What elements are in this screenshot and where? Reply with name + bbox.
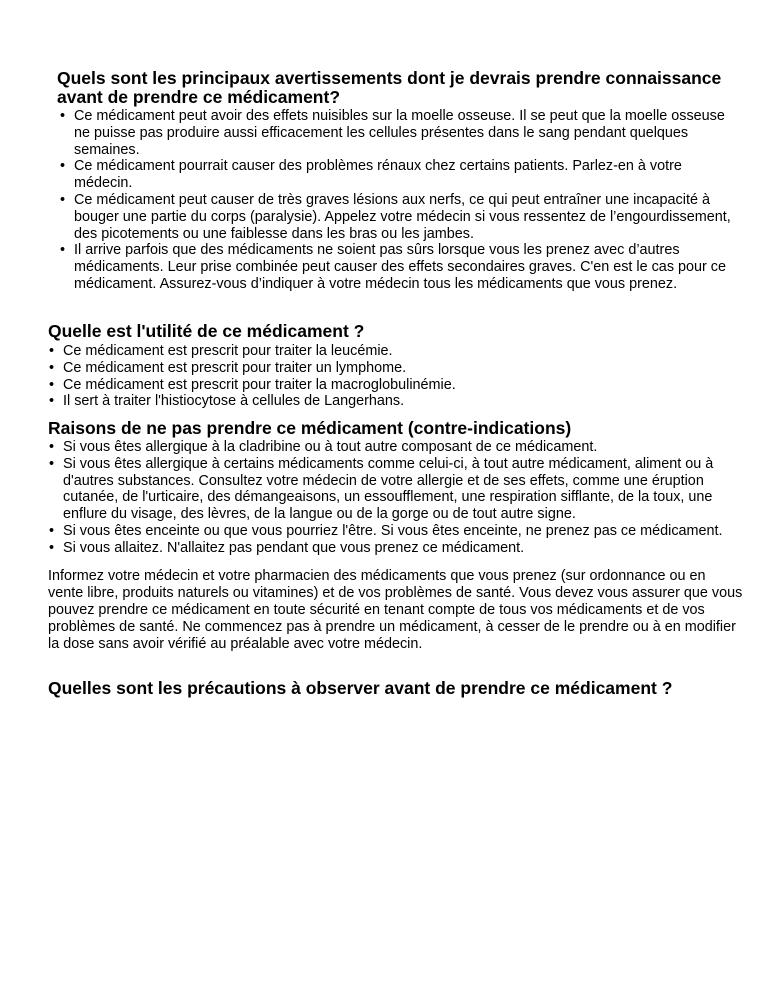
list-item: • Il arrive parfois que des médicaments ne soient pas sûrs lorsque vous les prenez avec d’autres médicaments. Leur prise combinée peut causer des effets secondaires graves. C'en est le cas pour ce médicament. Assurez-vous d’indiquer à votre médecin tous les médicaments que vous prenez. (60, 242, 727, 292)
bullet-icon: • (49, 539, 55, 556)
section-heading: Raisons de ne pas prendre ce médicament (contre-indications) (48, 418, 572, 438)
bullet-icon: • (49, 455, 55, 472)
bullet-icon: • (60, 108, 66, 124)
bullet-icon: • (49, 522, 55, 539)
bullet-icon: • (49, 359, 55, 376)
section-utility (48, 322, 738, 410)
list-item: • Ce médicament peut avoir des effets nuisibles sur la moelle osseuse. Il se peut que la moelle osseuse ne puisse pas produire aussi efficacement les cellules présentes dans le sang pendant quelques semaines. (60, 108, 725, 158)
list-item: • Si vous êtes enceinte ou que vous pourriez l'être. Si vous êtes enceinte, ne prenez pas ce médicament. (49, 522, 723, 539)
bullet-icon: • (49, 439, 55, 455)
list-item: • Ce médicament pourrait causer des problèmes rénaux chez certains patients. Parlez-en à votre médecin. (60, 158, 682, 192)
list-item: • Si vous êtes allergique à la cladribine ou à tout autre composant de ce médicament. (49, 439, 598, 455)
section-heading: Quelles sont les précautions à observer avant de prendre ce médicament ? (48, 678, 673, 698)
list-item: • Ce médicament peut causer de très graves lésions aux nerfs, ce qui peut entraîner une incapacité à bouger une partie du corps (paralysie). Appelez votre médecin si vous ressentez de l’engourdissement, des picotements ou une faiblesse dans les bras ou les jambes. (60, 191, 731, 242)
bullet-list (49, 343, 738, 410)
list-item: • Il sert à traiter l'histiocytose à cellules de Langerhans. (49, 393, 405, 410)
bullet-icon: • (60, 191, 66, 208)
bullet-list (49, 439, 743, 557)
section-heading: Quelle est l'utilité de ce médicament ? (48, 321, 365, 341)
bullet-icon: • (49, 376, 55, 393)
bullet-icon: • (60, 242, 66, 259)
section-contraindications (48, 419, 743, 653)
list-item: • Si vous êtes allergique à certains médicaments comme celui-ci, à tout autre médicament, aliment ou à d'autres substances. Consultez votre médecin de votre allergie et de ses effets, comme une éruption cutanée, de l'urticaire, des démangeaisons, un essoufflement, une respiration sifflante, de la toux, une enflure du visage, des lèvres, de la langue ou de la gorge ou de tout autre signe. (49, 455, 714, 523)
bullet-icon: • (49, 343, 55, 359)
list-item: • Ce médicament est prescrit pour traiter un lymphome. (49, 359, 407, 376)
list-item: • Ce médicament est prescrit pour traiter la leucémie. (49, 343, 393, 359)
section-warnings (57, 68, 731, 293)
list-item: • Si vous allaitez. N'allaitez pas pendant que vous prenez ce médicament. (49, 539, 525, 556)
bullet-icon: • (49, 393, 55, 410)
info-paragraph: Informez votre médecin et votre pharmacien des médicaments que vous prenez (sur ordonnance ou en vente libre, produits naturels ou vitamines) et de vos problèmes de santé. Vous devez vous assurer que vous pouvez prendre ce médicament en toute sécurité en tenant compte de tous vos médicaments et de vos problèmes de santé. Ne commencez pas à prendre un médicament, à cesser de le prendre ou à en modifier la dose sans avoir vérifié au préalable avec votre médecin. (48, 567, 743, 652)
list-item: • Ce médicament est prescrit pour traiter la macroglobulinémie. (49, 376, 456, 393)
bullet-list (60, 108, 731, 293)
section-heading: Quels sont les principaux avertissements dont je devrais prendre connaissance avant de prendre ce médicament? (57, 68, 722, 107)
bullet-icon: • (60, 158, 66, 175)
section-precautions (48, 679, 748, 698)
